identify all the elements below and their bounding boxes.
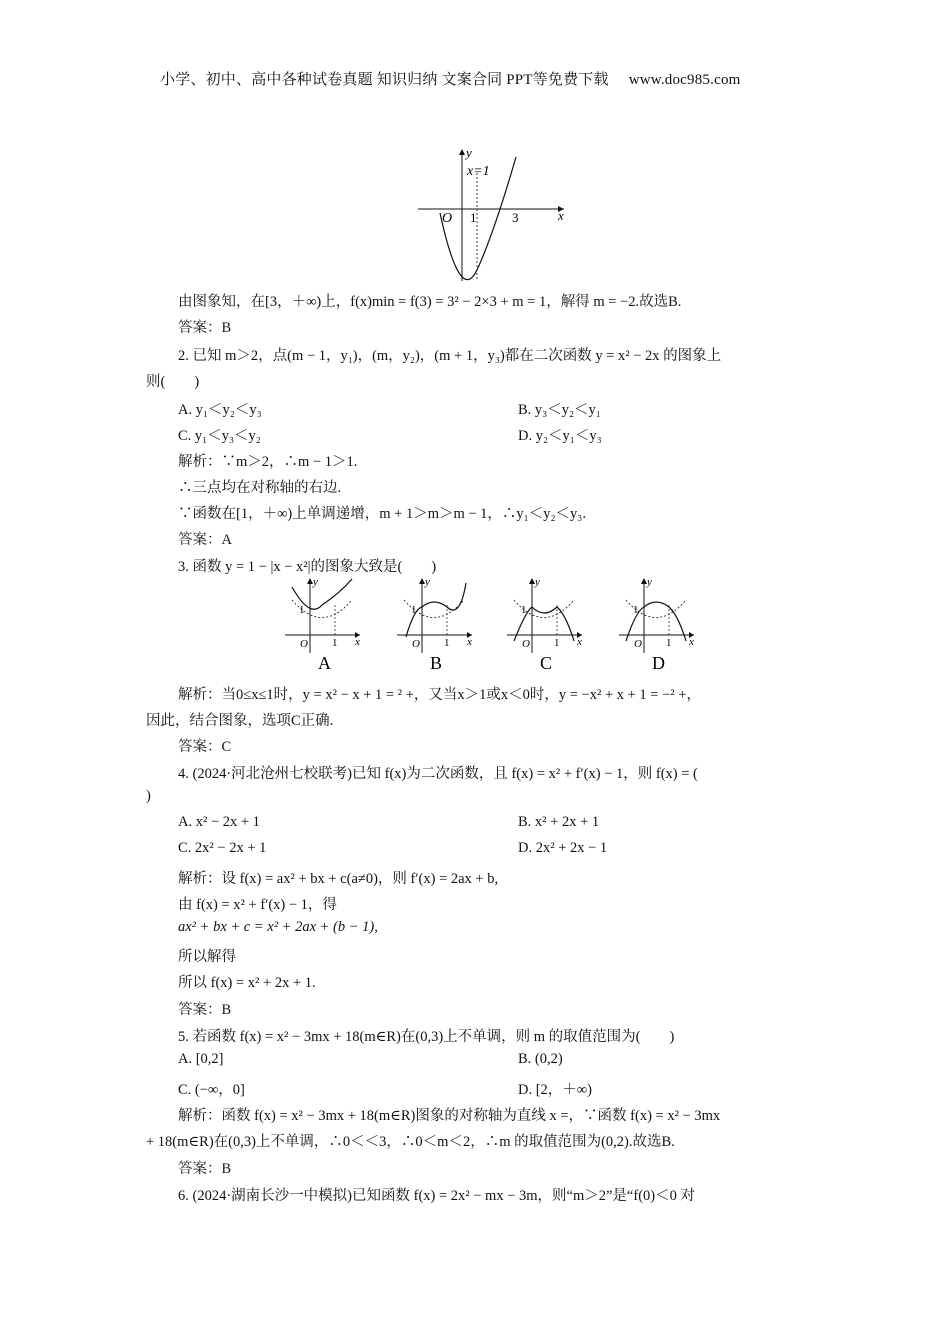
q5-stem: 5. 若函数 f(x) = x² − 3mx + 18(m∈R)在(0,3)上不单调，则 m 的取值范围为( ) [178, 1029, 675, 1045]
q2-solution-1: 解析：∵m＞2，∴m − 1＞1. [178, 454, 358, 470]
top-graph-x-label: x [558, 208, 564, 223]
q3-graph-b-one-x: 1 [444, 637, 450, 649]
q2-option-b: B. y₃＜y₂＜y₁ [518, 402, 601, 418]
p1-line1: 由图象知，在[3，＋∞)上，f(x)min = f(3) = 3² − 2×3 + m = 1，解得 m = −2.故选B. [178, 294, 682, 310]
q5-option-a: A. [0,2] [178, 1051, 224, 1067]
q3-graph-b [397, 576, 472, 673]
q4-answer: 答案：B [178, 1002, 232, 1018]
q3-graph-c-y: y [535, 576, 540, 588]
q3-graph-b-o: O [412, 638, 420, 650]
top-parabola-graph [412, 145, 572, 283]
q3-graph-c [507, 576, 582, 673]
q3-graph-d-y: y [647, 576, 652, 588]
q2-answer: 答案：A [178, 532, 232, 548]
page-header [160, 68, 741, 89]
q4-solution-1: 解析：设 f(x) = ax² + bx + c(a≠0)，则 f′(x) = 2ax + b, [178, 871, 499, 887]
q3-graph-a-one-y: 1 [299, 604, 305, 616]
top-graph-origin: O [442, 211, 453, 226]
q3-graph-a-x: x [355, 636, 360, 648]
q3-graph-c-one-y: 1 [521, 604, 527, 616]
q3-graph-a-letter: A [318, 653, 331, 673]
q2-solution-3: ∵函数在[1，＋∞)上单调递增，m + 1＞m＞m − 1，∴y₁＜y₂＜y₃. [178, 506, 586, 522]
q3-graph-b-letter: B [430, 653, 443, 673]
q3-graph-d [619, 576, 694, 673]
q3-graph-d-one-x: 1 [666, 637, 672, 649]
top-graph-axis-label: x=1 [467, 164, 490, 179]
q3-graph-b-y: y [425, 576, 430, 588]
top-graph-y-label: y [466, 145, 472, 160]
q2-option-d: D. y₂＜y₁＜y₃ [518, 428, 602, 444]
q3-graph-d-letter: D [652, 653, 665, 673]
q3-graph-a [285, 576, 360, 673]
q4-solution-5: 所以 f(x) = x² + 2x + 1. [178, 975, 316, 991]
q3-graph-d-o: O [634, 638, 642, 650]
q5-solution-1: 解析：函数 f(x) = x² − 3mx + 18(m∈R)图象的对称轴为直线 x =，∵函数 f(x) = x² − 3mx [178, 1108, 721, 1124]
q4-option-a: A. x² − 2x + 1 [178, 814, 260, 830]
q3-solution-2: 因此，结合图象，选项C正确. [146, 713, 334, 729]
q3-graphs [280, 575, 700, 675]
q3-stem: 3. 函数 y = 1 − |x − x²|的图象大致是( ) [178, 559, 437, 575]
q4-solution-4: 所以解得 [178, 949, 236, 965]
q3-graph-c-o: O [522, 638, 530, 650]
q4-option-d: D. 2x² + 2x − 1 [518, 840, 608, 856]
top-graph-tick3: 3 [512, 210, 519, 225]
q4-stem2: ) [146, 788, 151, 804]
q3-graph-a-one-x: 1 [332, 637, 338, 649]
q3-graph-b-x: x [467, 636, 472, 648]
q2-stem2: 则( ) [146, 374, 200, 390]
q5-solution-2: + 18(m∈R)在(0,3)上不单调，∴0＜＜3，∴0＜m＜2，∴m 的取值范围为(0,2).故选B. [146, 1134, 675, 1150]
q3-graph-d-x: x [689, 636, 694, 648]
q4-stem1: 4. (2024·河北沧州七校联考)已知 f(x)为二次函数，且 f(x) = x² + f′(x) − 1，则 f(x) = ( [178, 766, 698, 782]
q3-graph-a-o: O [300, 638, 308, 650]
q3-answer: 答案：C [178, 739, 232, 755]
q2-option-c: C. y₁＜y₃＜y₂ [178, 428, 261, 444]
q4-option-c: C. 2x² − 2x + 1 [178, 840, 267, 856]
p1-answer: 答案：B [178, 320, 232, 336]
q5-answer: 答案：B [178, 1161, 232, 1177]
q3-graph-d-one-y: 1 [633, 604, 639, 616]
q3-graph-a-y: y [313, 576, 318, 588]
q3-solution-1: 解析：当0≤x≤1时，y = x² − x + 1 = ² +，又当x＞1或x＜0时，y = −x² + x + 1 = −² +， [178, 687, 701, 703]
q6-stem1: 6. (2024·湖南长沙一中模拟)已知函数 f(x) = 2x² − mx − 3m，则“m＞2”是“f(0)＜0 对 [178, 1188, 695, 1204]
q4-solution-3: ax² + bx + c = x² + 2ax + (b − 1), [178, 919, 378, 935]
q5-option-d: D. [2，＋∞) [518, 1082, 592, 1098]
q4-solution-2: 由 f(x) = x² + f′(x) − 1，得 [178, 897, 337, 913]
q3-graph-c-x: x [577, 636, 582, 648]
q5-option-c: C. (−∞，0] [178, 1082, 245, 1098]
header-text: 小学、初中、高中各种试卷真题 知识归纳 文案合同 PPT等免费下载 [160, 72, 609, 88]
q5-option-b: B. (0,2) [518, 1051, 563, 1067]
q3-graph-c-letter: C [540, 653, 553, 673]
q4-option-b: B. x² + 2x + 1 [518, 814, 600, 830]
top-graph-tick1: 1 [470, 210, 477, 225]
q2-stem1: 2. 已知 m＞2，点(m − 1，y₁)，(m，y₂)，(m + 1，y₃)都在二次函数 y = x² − 2x 的图象上 [178, 348, 722, 364]
q2-option-a: A. y₁＜y₂＜y₃ [178, 402, 262, 418]
q2-solution-2: ∴三点均在对称轴的右边. [178, 480, 342, 496]
q3-graph-c-one-x: 1 [554, 637, 560, 649]
q3-graph-b-one-y: 1 [411, 604, 417, 616]
header-site: www.doc985.com [628, 72, 741, 88]
